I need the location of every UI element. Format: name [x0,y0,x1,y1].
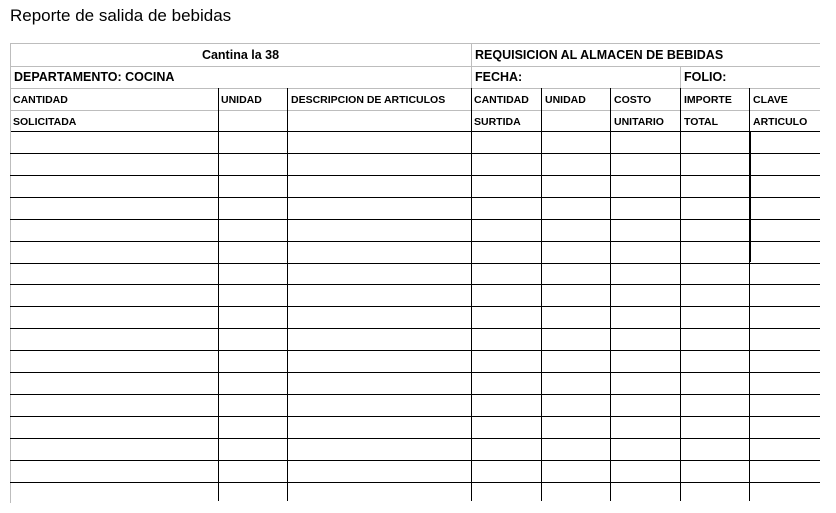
col-descripcion-line1: DESCRIPCION DE ARTICULOS [291,94,446,106]
col-line-descripcion [287,88,288,501]
table-row [10,263,820,264]
company-name: Cantina la 38 [201,48,280,62]
col-line-importe [680,88,681,501]
table-row [10,372,820,373]
table-row [10,350,820,351]
table-row [10,153,820,154]
form-left-border [10,43,11,503]
col-line-clave-header [749,88,750,132]
col-line-cantidad-surtida [471,88,472,501]
table-row [10,394,820,395]
col-costo-line1: COSTO [614,94,652,106]
col-importe-line2: TOTAL [684,116,719,128]
col-line-unidad-2 [541,88,542,501]
form-title-divider [10,66,820,67]
table-row [10,482,820,483]
col-costo-line2: UNITARIO [614,116,664,128]
col-line-unidad [218,88,219,501]
table-row [10,306,820,307]
table-row [10,219,820,220]
column-header-divider [10,110,820,111]
column-header-bottom-border [10,131,820,132]
col-line-costo [610,88,611,501]
info-section-divider [471,66,472,88]
form-title: REQUISICION AL ALMACEN DE BEBIDAS [475,48,724,62]
table-row [10,175,820,176]
col-line-clave-body [749,262,750,501]
title-section-divider [471,43,472,66]
folio-divider [680,66,681,88]
page-title: Reporte de salida de bebidas [10,6,232,25]
col-unidad-2-line1: UNIDAD [545,94,586,106]
table-row [10,241,820,242]
table-row [10,416,820,417]
table-row [10,460,820,461]
col-clave-line1: CLAVE [753,94,788,106]
table-row [10,328,820,329]
col-cantidad-surtida-line2: SURTIDA [474,116,521,128]
col-importe-line1: IMPORTE [684,94,732,106]
department-label: DEPARTAMENTO: COCINA [14,70,175,84]
folio-label: FOLIO: [684,70,727,84]
col-cantidad-solicitada-line1: CANTIDAD [13,94,68,106]
col-cantidad-solicitada-line2: SOLICITADA [13,116,77,128]
table-row [10,197,820,198]
col-cantidad-surtida-line1: CANTIDAD [474,94,529,106]
date-label: FECHA: [475,70,523,84]
table-row [10,438,820,439]
table-row [10,284,820,285]
col-clave-line2: ARTICULO [753,116,808,128]
form-top-border [10,43,820,44]
col-unidad-line1: UNIDAD [221,94,262,106]
form-info-divider [10,88,820,89]
